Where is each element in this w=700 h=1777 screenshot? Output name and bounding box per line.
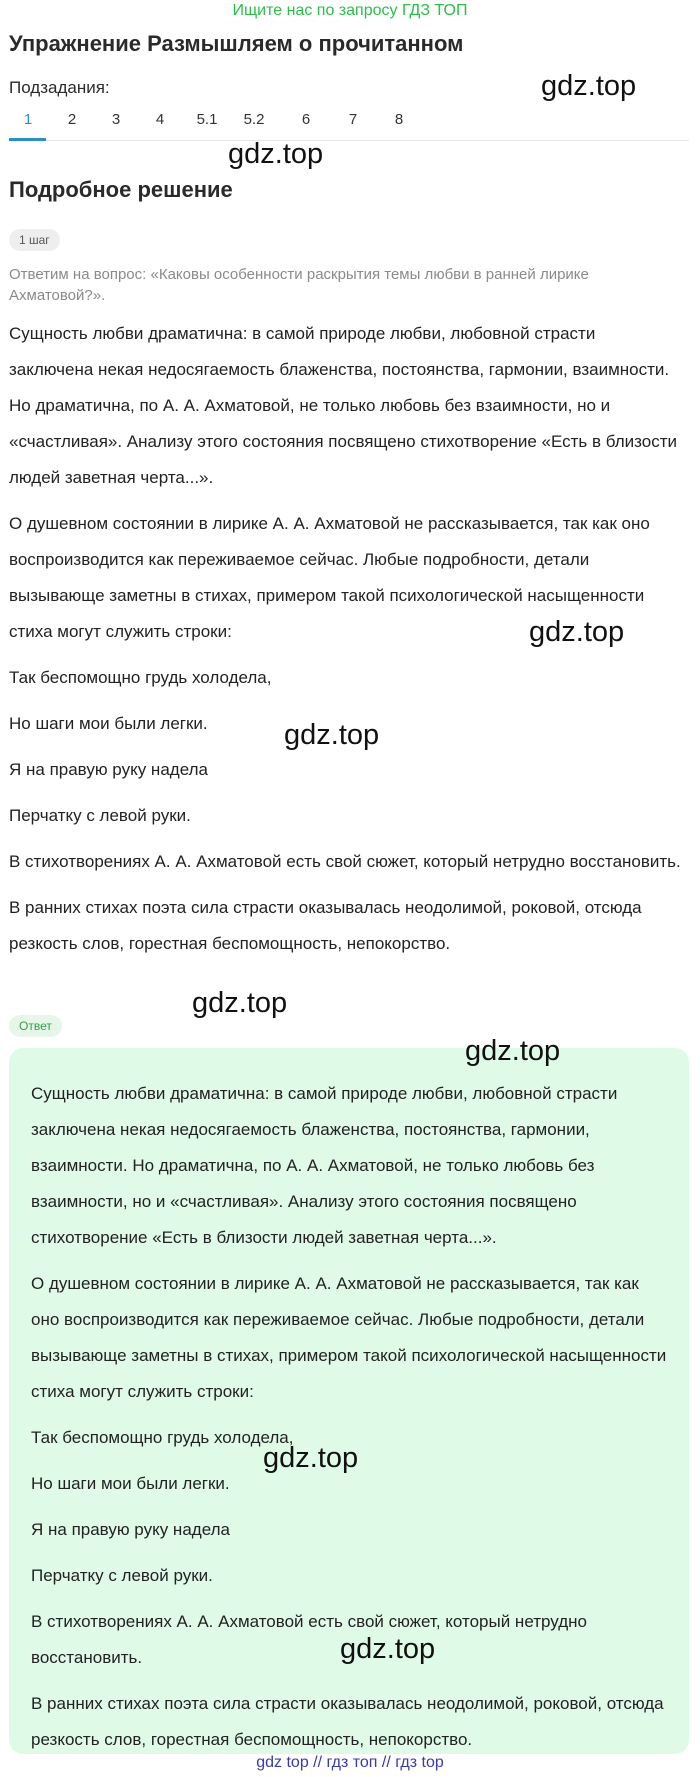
page-title: Упражнение Размышляем о прочитанном [9, 31, 464, 56]
promo-banner[interactable]: Ищите нас по запросу ГДЗ ТОП [232, 2, 468, 19]
active-tab-indicator [9, 138, 46, 141]
solution-paragraph: О душевном состоянии в лирике А. А. Ахматовой не рассказывается, так как оно воспроизводится как переживаемое сейчас. Любые подробности, детали вызывающе заметны в стихах, примером такой психологической насыщенности стиха могут служить строки: [9, 514, 650, 641]
watermark: gdz.top [340, 1633, 436, 1665]
tab-3[interactable]: 3 [111, 111, 121, 128]
poem-line: Но шаги мои были легки. [9, 714, 208, 733]
tab-7[interactable]: 7 [348, 111, 358, 128]
watermark: gdz.top [284, 719, 380, 751]
solution-paragraph: В стихотворениях А. А. Ахматовой есть свой сюжет, который нетрудно восстановить. [9, 852, 681, 871]
watermark: gdz.top [228, 138, 324, 170]
poem-line: Перчатку с левой руки. [31, 1566, 213, 1585]
tab-2[interactable]: 2 [67, 111, 77, 128]
answer-badge: Ответ [9, 1015, 62, 1037]
poem-line: Но шаги мои были легки. [31, 1474, 230, 1493]
answer-paragraph: Сущность любви драматична: в самой природе любви, любовной страсти заключена некая недосягаемость блаженства, постоянства, гармонии, взаимности. Но драматична, по А. А. Ахматовой, не только любовь без взаимности, но и «счастливая». Анализу этого состояния посвящено стихотворение «Есть в близости людей заветная черта...». [31, 1084, 618, 1247]
tab-1[interactable]: 1 [23, 111, 33, 128]
subtasks-label: Подзадания: [9, 78, 110, 97]
tab-5-1[interactable]: 5.1 [196, 111, 218, 128]
tab-8[interactable]: 8 [394, 111, 404, 128]
subtask-tabs [9, 106, 689, 141]
tab-6[interactable]: 6 [301, 111, 311, 128]
solution-paragraph: Сущность любви драматична: в самой природе любви, любовной страсти заключена некая недосягаемость блаженства, постоянства, гармонии, взаимности. Но драматична, по А. А. Ахматовой, не только любовь без взаимности, но и «счастливая». Анализу этого состояния посвящено стихотворение «Есть в близости людей заветная черта...». [9, 324, 677, 487]
tab-4[interactable]: 4 [155, 111, 165, 128]
tab-5-2[interactable]: 5.2 [243, 111, 265, 128]
step-badge: 1 шаг [9, 229, 60, 251]
footer-link[interactable]: гдз топ [326, 1754, 378, 1771]
watermark: gdz.top [192, 987, 288, 1019]
footer-links [0, 1752, 700, 1774]
poem-line: Я на правую руку надела [31, 1520, 230, 1539]
poem-line: Так беспомощно грудь холодела, [9, 668, 272, 687]
poem-line: Так беспомощно грудь холодела, [31, 1428, 294, 1447]
answer-paragraph: О душевном состоянии в лирике А. А. Ахматовой не рассказывается, так как оно воспроизводится как переживаемое сейчас. Любые подробности, детали вызывающе заметны в стихах, примером такой психологической насыщенности стиха могут служить строки: [31, 1274, 667, 1401]
footer-link[interactable]: gdz top [256, 1754, 309, 1771]
watermark: gdz.top [263, 1442, 359, 1474]
question-text: Ответим на вопрос: «Каковы особенности раскрытия темы любви в ранней лирике Ахматовой?». [9, 266, 589, 304]
answer-paragraph: В стихотворениях А. А. Ахматовой есть свой сюжет, который нетрудно восстановить. [31, 1612, 587, 1667]
footer-link[interactable]: гдз top [395, 1754, 444, 1771]
poem-line: Перчатку с левой руки. [9, 806, 191, 825]
footer-separator: // [313, 1754, 323, 1771]
answer-paragraph: В ранних стихах поэта сила страсти оказывалась неодолимой, роковой, отсюда резкость слов, горестная беспомощность, непокорство. [31, 1694, 664, 1749]
poem-line: Я на правую руку надела [9, 760, 208, 779]
solution-paragraph: В ранних стихах поэта сила страсти оказывалась неодолимой, роковой, отсюда резкость слов, горестная беспомощность, непокорство. [9, 898, 642, 953]
footer-separator: // [381, 1754, 391, 1771]
solution-title: Подробное решение [9, 177, 233, 202]
watermark: gdz.top [465, 1035, 561, 1067]
watermark: gdz.top [541, 70, 637, 102]
watermark: gdz.top [529, 616, 625, 648]
